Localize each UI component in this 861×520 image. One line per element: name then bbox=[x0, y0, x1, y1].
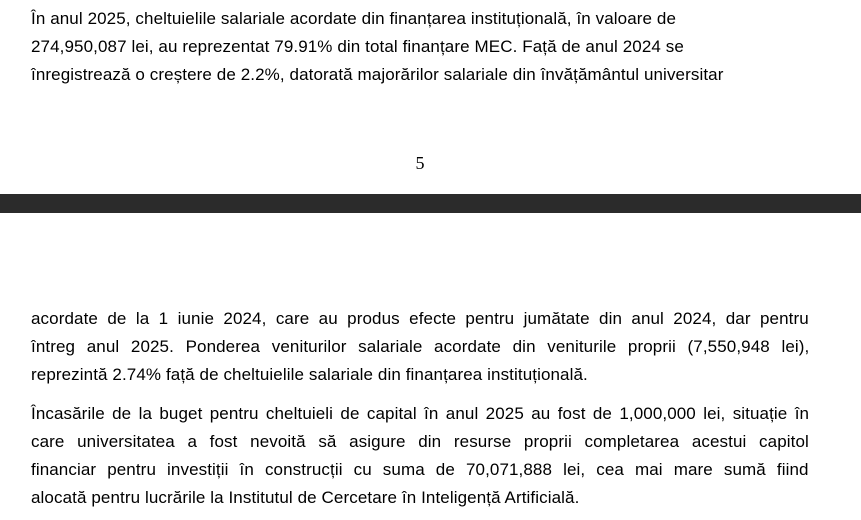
text-line: reprezintă 2.74% față de cheltuielile salariale din finanțarea instituțională. bbox=[31, 365, 588, 384]
text-line: care universitatea a fost nevoită să asigure din resurse proprii completarea acestui capitol bbox=[31, 432, 809, 451]
text-line: În anul 2025, cheltuielile salariale acordate din finanțarea instituțională, în valoare de bbox=[31, 9, 677, 28]
text-line: alocată pentru lucrările la Institutul de Cercetare în Inteligență Artificială. bbox=[31, 488, 580, 507]
page-number: 5 bbox=[415, 153, 425, 173]
page-separator bbox=[0, 194, 861, 213]
text-line: financiar pentru investiții în construcții cu suma de 70,071,888 lei, cea mai mare sumă fiind bbox=[31, 460, 809, 479]
text-line: 274,950,087 lei, au reprezentat 79.91% din total finanțare MEC. Față de anul 2024 se bbox=[31, 37, 684, 56]
text-line: acordate de la 1 iunie 2024, care au produs efecte pentru jumătate din anul 2024, dar pentru bbox=[31, 309, 809, 328]
text-line: întreg anul 2025. Ponderea veniturilor salariale acordate din veniturile proprii (7,550,948 lei), bbox=[31, 337, 810, 356]
text-line: Încasările de la buget pentru cheltuieli de capital în anul 2025 au fost de 1,000,000 lei, situație în bbox=[31, 404, 810, 423]
text-line: înregistrează o creștere de 2.2%, datorată majorărilor salariale din învățământul universitar bbox=[31, 65, 724, 84]
